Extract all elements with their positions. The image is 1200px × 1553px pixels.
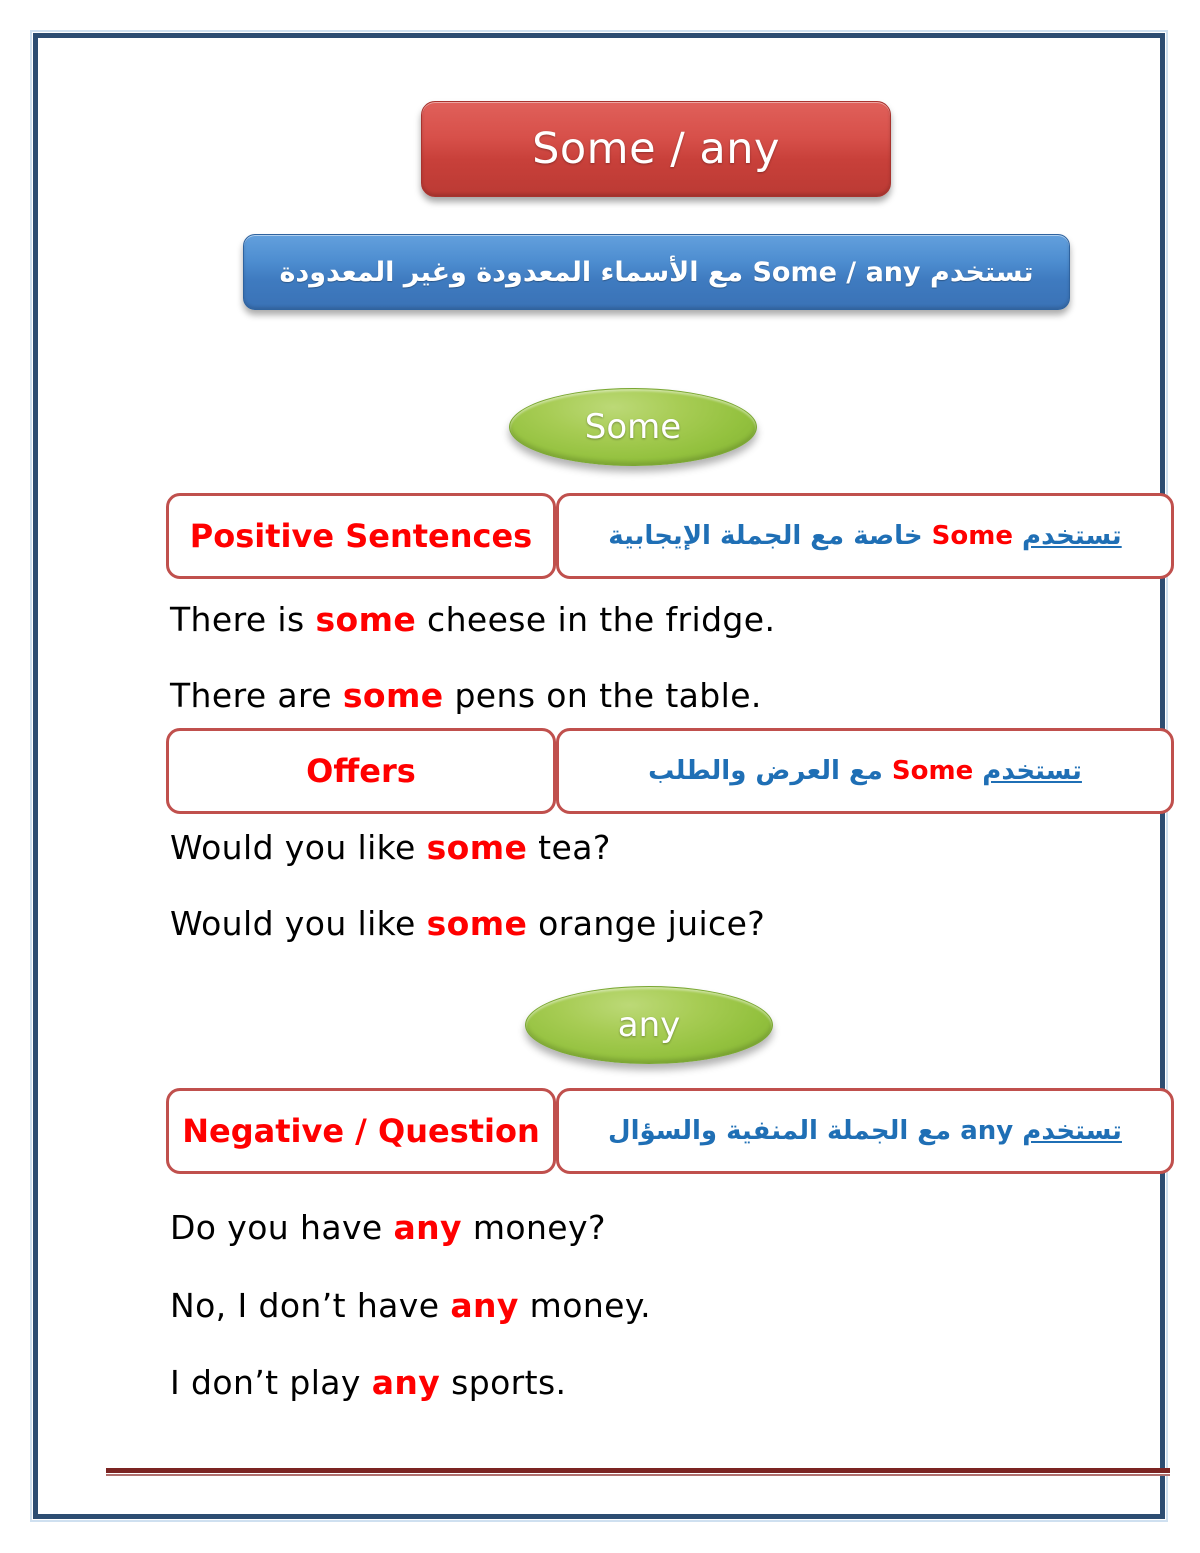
arabic-keyword-offers: Some — [891, 756, 974, 786]
section-badge-some-label: Some — [584, 407, 682, 447]
rule-label-box-offers — [166, 728, 556, 814]
rule-label-offers: Offers — [306, 752, 416, 790]
rule-explanation-box-offers — [556, 728, 1174, 814]
arabic-rest-positive: خاصة مع الجملة الإيجابية — [608, 521, 923, 551]
example-text-after: orange juice? — [527, 904, 766, 943]
page-frame — [33, 33, 1165, 1519]
rule-row-offers — [166, 728, 1174, 814]
example-sentence — [170, 676, 762, 715]
example-keyword: some — [426, 828, 528, 867]
arabic-rest-offers: مع العرض والطلب — [648, 756, 883, 786]
rule-explanation-box-positive — [556, 493, 1174, 579]
arabic-rest-negative: مع الجملة المنفية والسؤال — [608, 1116, 952, 1146]
example-text-after: money. — [518, 1286, 651, 1325]
rule-explanation-box-negative — [556, 1088, 1174, 1174]
example-sentence — [170, 1363, 566, 1402]
example-text-before: Do you have — [170, 1208, 394, 1247]
example-text-before: No, I don’t have — [170, 1286, 451, 1325]
section-badge-any-label: any — [617, 1005, 681, 1045]
title-plaque — [421, 101, 891, 197]
rule-label-box-positive — [166, 493, 556, 579]
arabic-lead-positive: تستخدم — [1022, 521, 1122, 551]
divider-thin-line — [106, 1474, 1170, 1476]
page-title: Some / any — [532, 124, 780, 174]
example-keyword: some — [342, 676, 444, 715]
example-keyword: some — [426, 904, 528, 943]
example-keyword: any — [450, 1286, 519, 1325]
rule-label-positive: Positive Sentences — [189, 517, 533, 555]
example-keyword: any — [371, 1363, 441, 1402]
rule-explanation-offers — [648, 756, 1082, 786]
example-text-before: I don’t play — [170, 1363, 372, 1402]
example-text-after: sports. — [440, 1363, 567, 1402]
example-text-after: money? — [461, 1208, 606, 1247]
example-sentence — [170, 600, 775, 639]
example-text-before: Would you like — [170, 904, 427, 943]
subtitle-plaque — [243, 234, 1070, 310]
arabic-lead-negative: تستخدم — [1022, 1116, 1122, 1146]
arabic-lead-offers: تستخدم — [982, 756, 1082, 786]
example-text-before: There is — [170, 600, 316, 639]
rule-explanation-positive — [608, 521, 1121, 551]
example-sentence — [170, 904, 765, 943]
example-text-after: pens on the table. — [443, 676, 762, 715]
example-text-before: There are — [170, 676, 343, 715]
example-text-after: tea? — [527, 828, 611, 867]
bottom-divider-rule — [106, 1468, 1170, 1477]
rule-label-negative: Negative / Question — [182, 1112, 540, 1150]
example-keyword: some — [315, 600, 417, 639]
example-text-after: cheese in the fridge. — [416, 600, 776, 639]
rule-label-box-negative — [166, 1088, 556, 1174]
rule-row-positive-sentences — [166, 493, 1174, 579]
section-badge-some — [509, 388, 757, 466]
arabic-keyword-negative: any — [960, 1116, 1014, 1146]
section-badge-any — [525, 986, 773, 1064]
example-text-before: Would you like — [170, 828, 427, 867]
subtitle-text: تستخدم Some / any مع الأسماء المعدودة وغير المعدودة — [279, 256, 1034, 288]
arabic-keyword-positive: Some — [931, 521, 1013, 551]
example-sentence — [170, 1208, 606, 1247]
rule-explanation-negative — [608, 1116, 1122, 1146]
example-sentence — [170, 828, 611, 867]
rule-row-negative-question — [166, 1088, 1174, 1174]
example-sentence — [170, 1286, 651, 1325]
example-keyword: any — [393, 1208, 462, 1247]
